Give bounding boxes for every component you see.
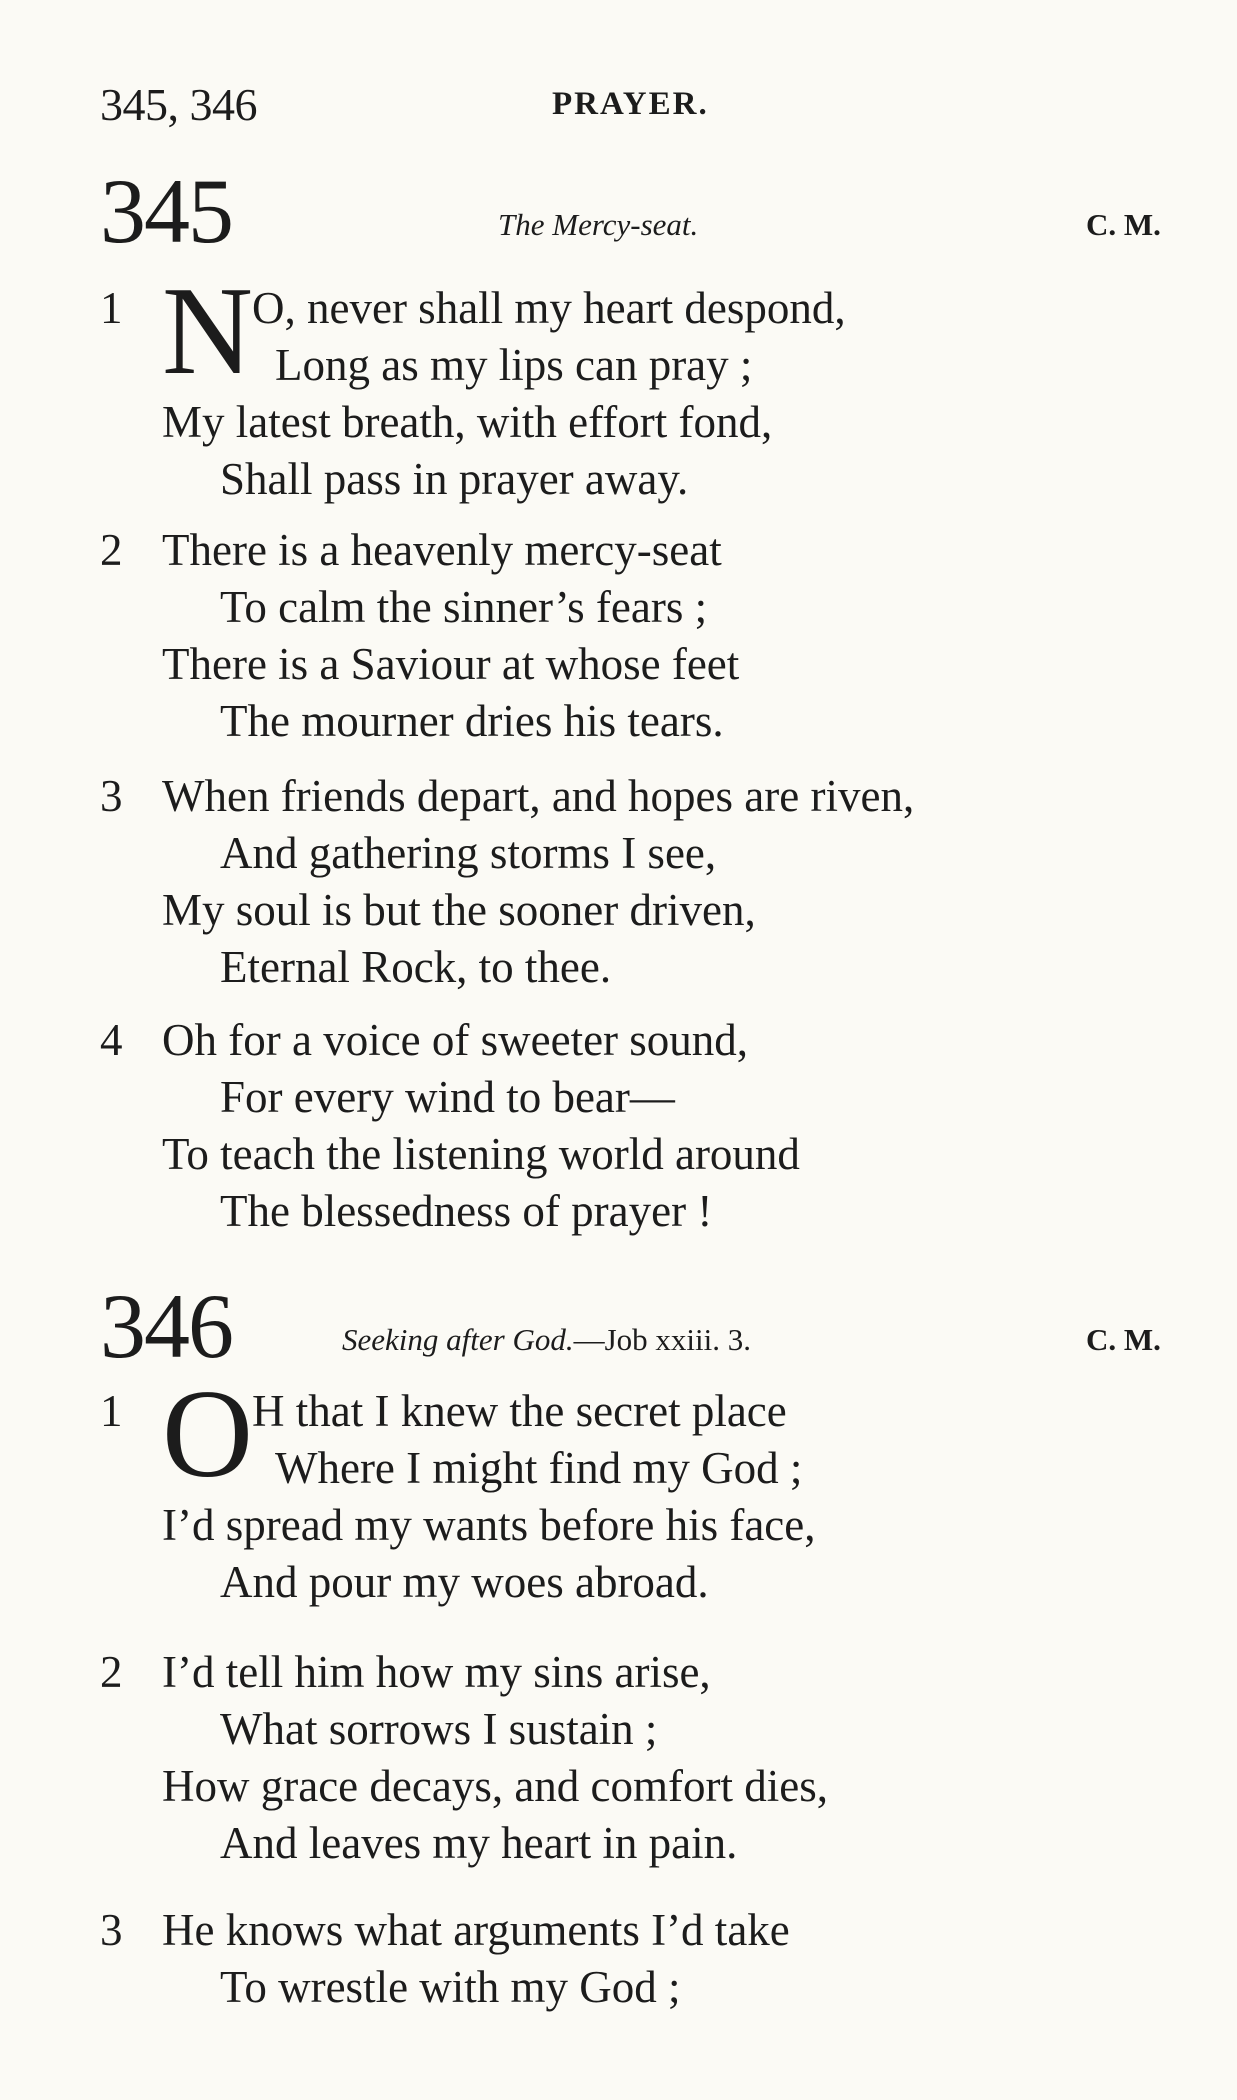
stanza-number: 3	[100, 771, 123, 821]
stanza-line: 3 When friends depart, and hopes are riven,	[100, 768, 1230, 825]
stanza-346-1	[100, 1365, 1230, 1611]
stanza-number: 2	[100, 525, 123, 575]
stanza-line: What sorrows I sustain ;	[220, 1704, 658, 1754]
stanza-line: The blessedness of prayer !	[220, 1186, 713, 1236]
hymn-345-heading	[100, 160, 1200, 265]
hymn-meter: C. M.	[1086, 207, 1161, 242]
stanza-line: Where I might find my God ;	[275, 1443, 803, 1493]
stanza-line: 1 O, never shall my heart despond,	[100, 280, 1230, 337]
hymn-number: 345	[100, 160, 232, 262]
stanza-line: 1 H that I knew the secret place	[100, 1383, 1230, 1440]
stanza-345-2	[100, 522, 1230, 750]
stanza-line: I’d spread my wants before his face,	[162, 1500, 816, 1550]
stanza-line: My soul is but the sooner driven,	[162, 885, 756, 935]
stanza-line: 2 I’d tell him how my sins arise,	[100, 1644, 1230, 1701]
drop-cap: O	[162, 1365, 253, 1504]
stanza-line: There is a Saviour at whose feet	[162, 639, 740, 689]
scripture-reference: —Job xxiii. 3.	[573, 1322, 751, 1357]
stanza-346-3	[100, 1902, 1230, 2016]
stanza-line: And gathering storms I see,	[220, 828, 717, 878]
stanza-line: Eternal Rock, to thee.	[220, 942, 612, 992]
stanza-line: 4 Oh for a voice of sweeter sound,	[100, 1012, 1230, 1069]
stanza-line: My latest breath, with effort fond,	[162, 397, 773, 447]
stanza-line: To wrestle with my God ;	[220, 1962, 681, 2012]
stanza-line: For every wind to bear—	[220, 1072, 675, 1122]
stanza-line: To calm the sinner’s fears ;	[220, 582, 708, 632]
stanza-346-2	[100, 1644, 1230, 1872]
stanza-line: Shall pass in prayer away.	[220, 454, 689, 504]
stanza-line: Long as my lips can pray ;	[275, 340, 753, 390]
stanza-345-3	[100, 768, 1230, 996]
running-head	[100, 78, 1160, 138]
stanza-line: And leaves my heart in pain.	[220, 1818, 738, 1868]
stanza-number: 2	[100, 1647, 123, 1697]
section-title: PRAYER.	[552, 86, 709, 122]
stanza-345-1	[100, 262, 1230, 508]
hymn-title: Seeking after God.—Job xxiii. 3.	[342, 1322, 751, 1357]
stanza-number: 3	[100, 1905, 123, 1955]
stanza-line: 2 There is a heavenly mercy-seat	[100, 522, 1230, 579]
stanza-line: The mourner dries his tears.	[220, 696, 724, 746]
hymn-meter: C. M.	[1086, 1322, 1161, 1357]
stanza-number: 4	[100, 1015, 123, 1065]
drop-cap: N	[162, 262, 253, 401]
stanza-345-4	[100, 1012, 1230, 1240]
hymn-346-heading	[100, 1275, 1200, 1380]
hymn-title: The Mercy-seat.	[498, 207, 699, 242]
stanza-number: 1	[100, 283, 123, 333]
stanza-line: To teach the listening world around	[162, 1129, 800, 1179]
stanza-line: How grace decays, and comfort dies,	[162, 1761, 828, 1811]
stanza-line: And pour my woes abroad.	[220, 1557, 709, 1607]
stanza-number: 1	[100, 1386, 123, 1436]
page-hymn-numbers: 345, 346	[100, 79, 257, 130]
hymn-number: 346	[100, 1275, 232, 1377]
stanza-line: 3 He knows what arguments I’d take	[100, 1902, 1230, 1959]
